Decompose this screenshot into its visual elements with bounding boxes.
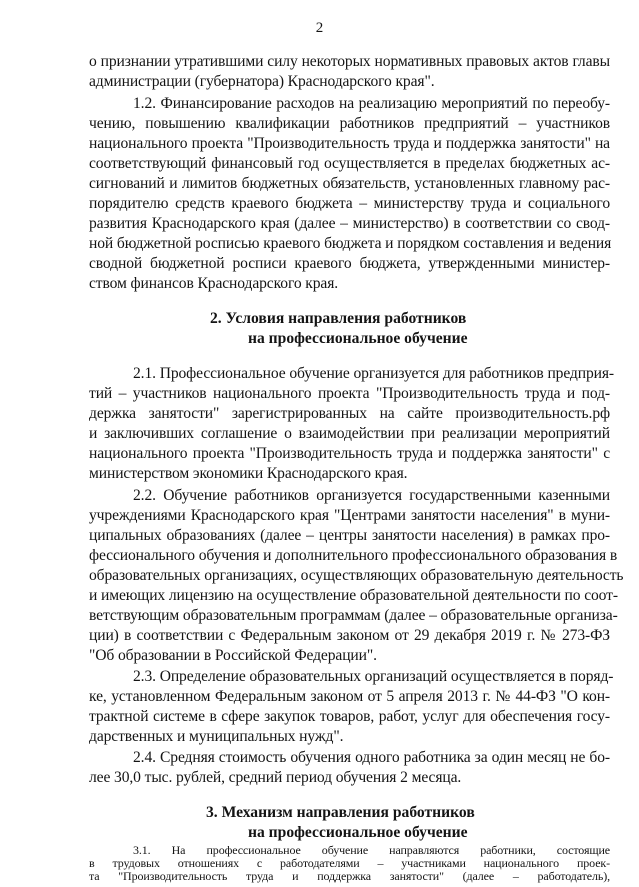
paragraph-line: образовательных организациях, осуществляющих образовательную деятельность	[89, 567, 624, 584]
paragraph-line: и заключивших соглашение о взаимодействии при реализации мероприятий	[89, 425, 610, 442]
paragraph-line: 1.2. Финансирование расходов на реализацию мероприятий по переобу-	[133, 95, 610, 112]
paragraph-line: национального проекта "Производительность труда и поддержка занятости" с	[89, 445, 610, 462]
paragraph-line: администрации (губернатора) Краснодарского края".	[89, 73, 435, 90]
paragraph-line: развития Краснодарского края (далее – министерство) в соответствии со свод-	[89, 215, 610, 232]
section-3-heading-line-2: на профессиональное обучение	[248, 824, 468, 841]
paragraph-line: порядителю средств краевого бюджета – министерству труда и социального	[89, 195, 610, 212]
paragraph-line: 3.1. На профессиональное обучение направляются работники, состоящие	[133, 843, 610, 857]
paragraph-line: учреждениями Краснодарского края "Центрами занятости населения" в муни-	[89, 507, 610, 524]
paragraph-line: "Об образовании в Российской Федерации".	[89, 647, 377, 664]
paragraph-line: и имеющих лицензию на осуществление образовательной деятельности по соот-	[89, 587, 618, 604]
paragraph-line: министерством экономики Краснодарского края.	[89, 465, 408, 482]
paragraph-line: о признании утратившими силу некоторых нормативных правовых актов главы	[89, 53, 610, 70]
paragraph-line: держка занятости" зарегистрированных на сайте производительность.рф	[89, 405, 610, 422]
paragraph-line: тий – участников национального проекта "Производительность труда и под-	[89, 385, 610, 402]
paragraph-line: соответствующий финансовый год осуществляется в пределах бюджетных ас-	[89, 155, 610, 172]
paragraph-line: трактной системе в сфере закупок товаров, работ, услуг для обеспечения госу-	[89, 708, 610, 725]
paragraph-line: ции) в соответствии с Федеральным законом от 29 декабря 2019 г. № 273-ФЗ	[89, 627, 610, 644]
paragraph-line: ной бюджетной росписью краевого бюджета и порядком составления и ведения	[89, 235, 612, 252]
paragraph-line: в трудовых отношениях с работодателями – участниками национального проек-	[89, 856, 610, 870]
section-2-heading-line-2: на профессиональное обучение	[248, 330, 468, 347]
page-number: 2	[315, 20, 324, 36]
paragraph-line: дарственных и муниципальных нужд".	[89, 728, 344, 745]
paragraph-line: 2.2. Обучение работников организуется государственными казенными	[133, 487, 610, 504]
paragraph-line: фессионального обучения и дополнительного профессионального образования в	[89, 547, 618, 564]
paragraph-line: ством финансов Краснодарского края.	[89, 275, 339, 292]
paragraph-line: сигнований и лимитов бюджетных обязательств, установленных главному рас-	[89, 175, 610, 192]
paragraph-line: 2.1. Профессиональное обучение организуется для работников предприя-	[133, 365, 615, 382]
paragraph-line: 2.4. Средняя стоимость обучения одного работника за один месяц не бо-	[133, 749, 610, 766]
paragraph-line: национального проекта "Производительность труда и поддержка занятости" на	[89, 135, 610, 152]
paragraph-line: чению, повышению квалификации работников предприятий – участников	[89, 115, 610, 132]
paragraph-line: ципальных образованиях (далее – центры занятости населения) в рамках про-	[89, 527, 610, 544]
section-2-heading-line-1: 2. Условия направления работников	[210, 310, 467, 327]
paragraph-line: лее 30,0 тыс. рублей, средний период обучения 2 месяца.	[89, 769, 462, 786]
paragraph-line: та "Производительность труда и поддержка занятости" (далее – работодатель),	[89, 869, 610, 883]
paragraph-line: ветствующим образовательным программам (далее – образовательные организа-	[89, 607, 618, 624]
section-3-heading-line-1: 3. Механизм направления работников	[206, 804, 475, 821]
paragraph-line: 2.3. Определение образовательных организаций осуществляется в поряд-	[133, 668, 614, 685]
paragraph-line: ке, установленном Федеральным законом от 5 апреля 2013 г. № 44-ФЗ "О кон-	[89, 688, 610, 705]
paragraph-line: сводной бюджетной росписи краевого бюджета, утвержденными министер-	[89, 255, 610, 272]
